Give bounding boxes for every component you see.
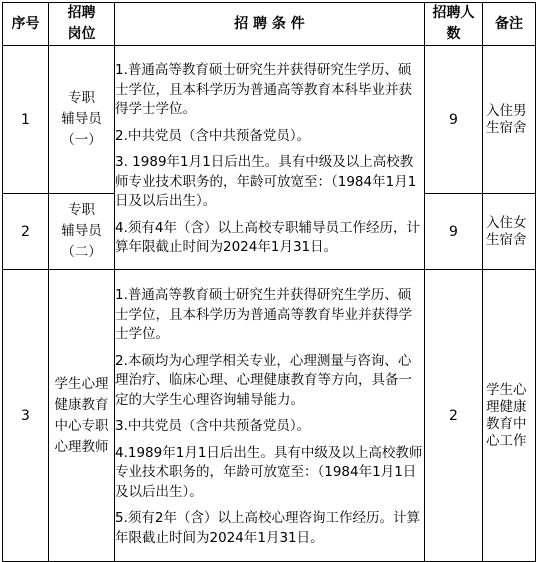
table-row	[3, 270, 536, 562]
row2-count: 9	[425, 194, 483, 270]
row3-note-text: 学生心理健康教育中心工作	[486, 381, 527, 449]
row2-post-line: 辅导员	[61, 223, 102, 239]
row3-post-line: 心理教师	[54, 438, 109, 455]
row1-count: 9	[425, 46, 483, 194]
header-conditions: 招 聘 条 件	[115, 3, 425, 46]
condition-item: 1.普通高等教育硕士研究生并获得研究生学历、硕士学位，且本科学历为普通高等教育本科毕业并获得学士学位。	[115, 62, 412, 118]
row1-note	[483, 46, 536, 194]
row3-count: 2	[425, 270, 483, 562]
condition-item: 4.1989年1月1日后出生。具有中级及以上高校教师专业技术职务的，年龄可放宽至：（1984年1月1日及以后出生）。	[115, 444, 423, 500]
row3-post-line: 中心专职	[54, 417, 109, 434]
row1-post	[49, 46, 115, 194]
row2-note	[483, 194, 536, 270]
row1-post-line: 专职	[68, 90, 95, 106]
header-count	[425, 3, 483, 46]
condition-item: 3.中共党员（含中共预备党员）。	[115, 418, 311, 434]
row3-note	[483, 270, 536, 562]
row3-post-line: 学生心理	[54, 375, 109, 392]
row2-post	[49, 194, 115, 270]
condition-item: 2.中共党员（含中共预备党员）。	[115, 127, 311, 144]
row1-post-line: 辅导员	[61, 111, 102, 127]
header-count-line2: 数	[446, 26, 461, 42]
header-seq: 序号	[3, 3, 49, 46]
row2-note-text: 入住女生宿舍	[486, 214, 527, 248]
header-count-line1: 招聘人	[432, 5, 475, 21]
row2-post-line: 专职	[68, 202, 95, 218]
header-post-line2: 岗位	[67, 26, 96, 42]
row1-seq: 1	[3, 46, 49, 194]
header-post-line1: 招聘	[67, 5, 96, 21]
condition-item: 5.须有2年（含）以上高校心理咨询工作经历。计算年限截止时间为2024年1月31日。	[115, 510, 420, 546]
recruitment-table	[2, 2, 536, 562]
row3-seq: 3	[3, 270, 49, 562]
row2-post-line: （二）	[61, 244, 102, 260]
row3-post	[49, 270, 115, 562]
condition-item: 2.本硕均为心理学相关专业，心理测量与咨询、心理治疗、临床心理、心理健康教育等方向，具备一定的大学生心理咨询辅导能力。	[115, 352, 412, 408]
condition-item: 3. 1989年1月1日后出生。具有中级及以上高校教师专业技术职务的，年龄可放宽至：（1984年1月1日及以后出生）。	[115, 154, 417, 210]
table-row	[3, 46, 536, 194]
header-note: 备注	[483, 3, 536, 46]
row1-post-line: （一）	[61, 132, 102, 148]
table-header-row	[3, 3, 536, 46]
condition-item: 1.普通高等教育硕士研究生并获得研究生学历、硕士学位，且本科学历为普通高等教育毕业并获得学士学位。	[115, 287, 412, 342]
row3-post-line: 健康教育	[54, 396, 109, 413]
conditions-rows-1-2	[115, 46, 425, 270]
row1-note-text: 入住男生宿舍	[486, 102, 527, 136]
row2-seq: 2	[3, 194, 49, 270]
conditions-row-3	[115, 270, 425, 562]
condition-item: 4.须有4年（含）以上高校专职辅导员工作经历，计算年限截止时间为2024年1月31日。	[115, 219, 420, 256]
header-post	[49, 3, 115, 46]
